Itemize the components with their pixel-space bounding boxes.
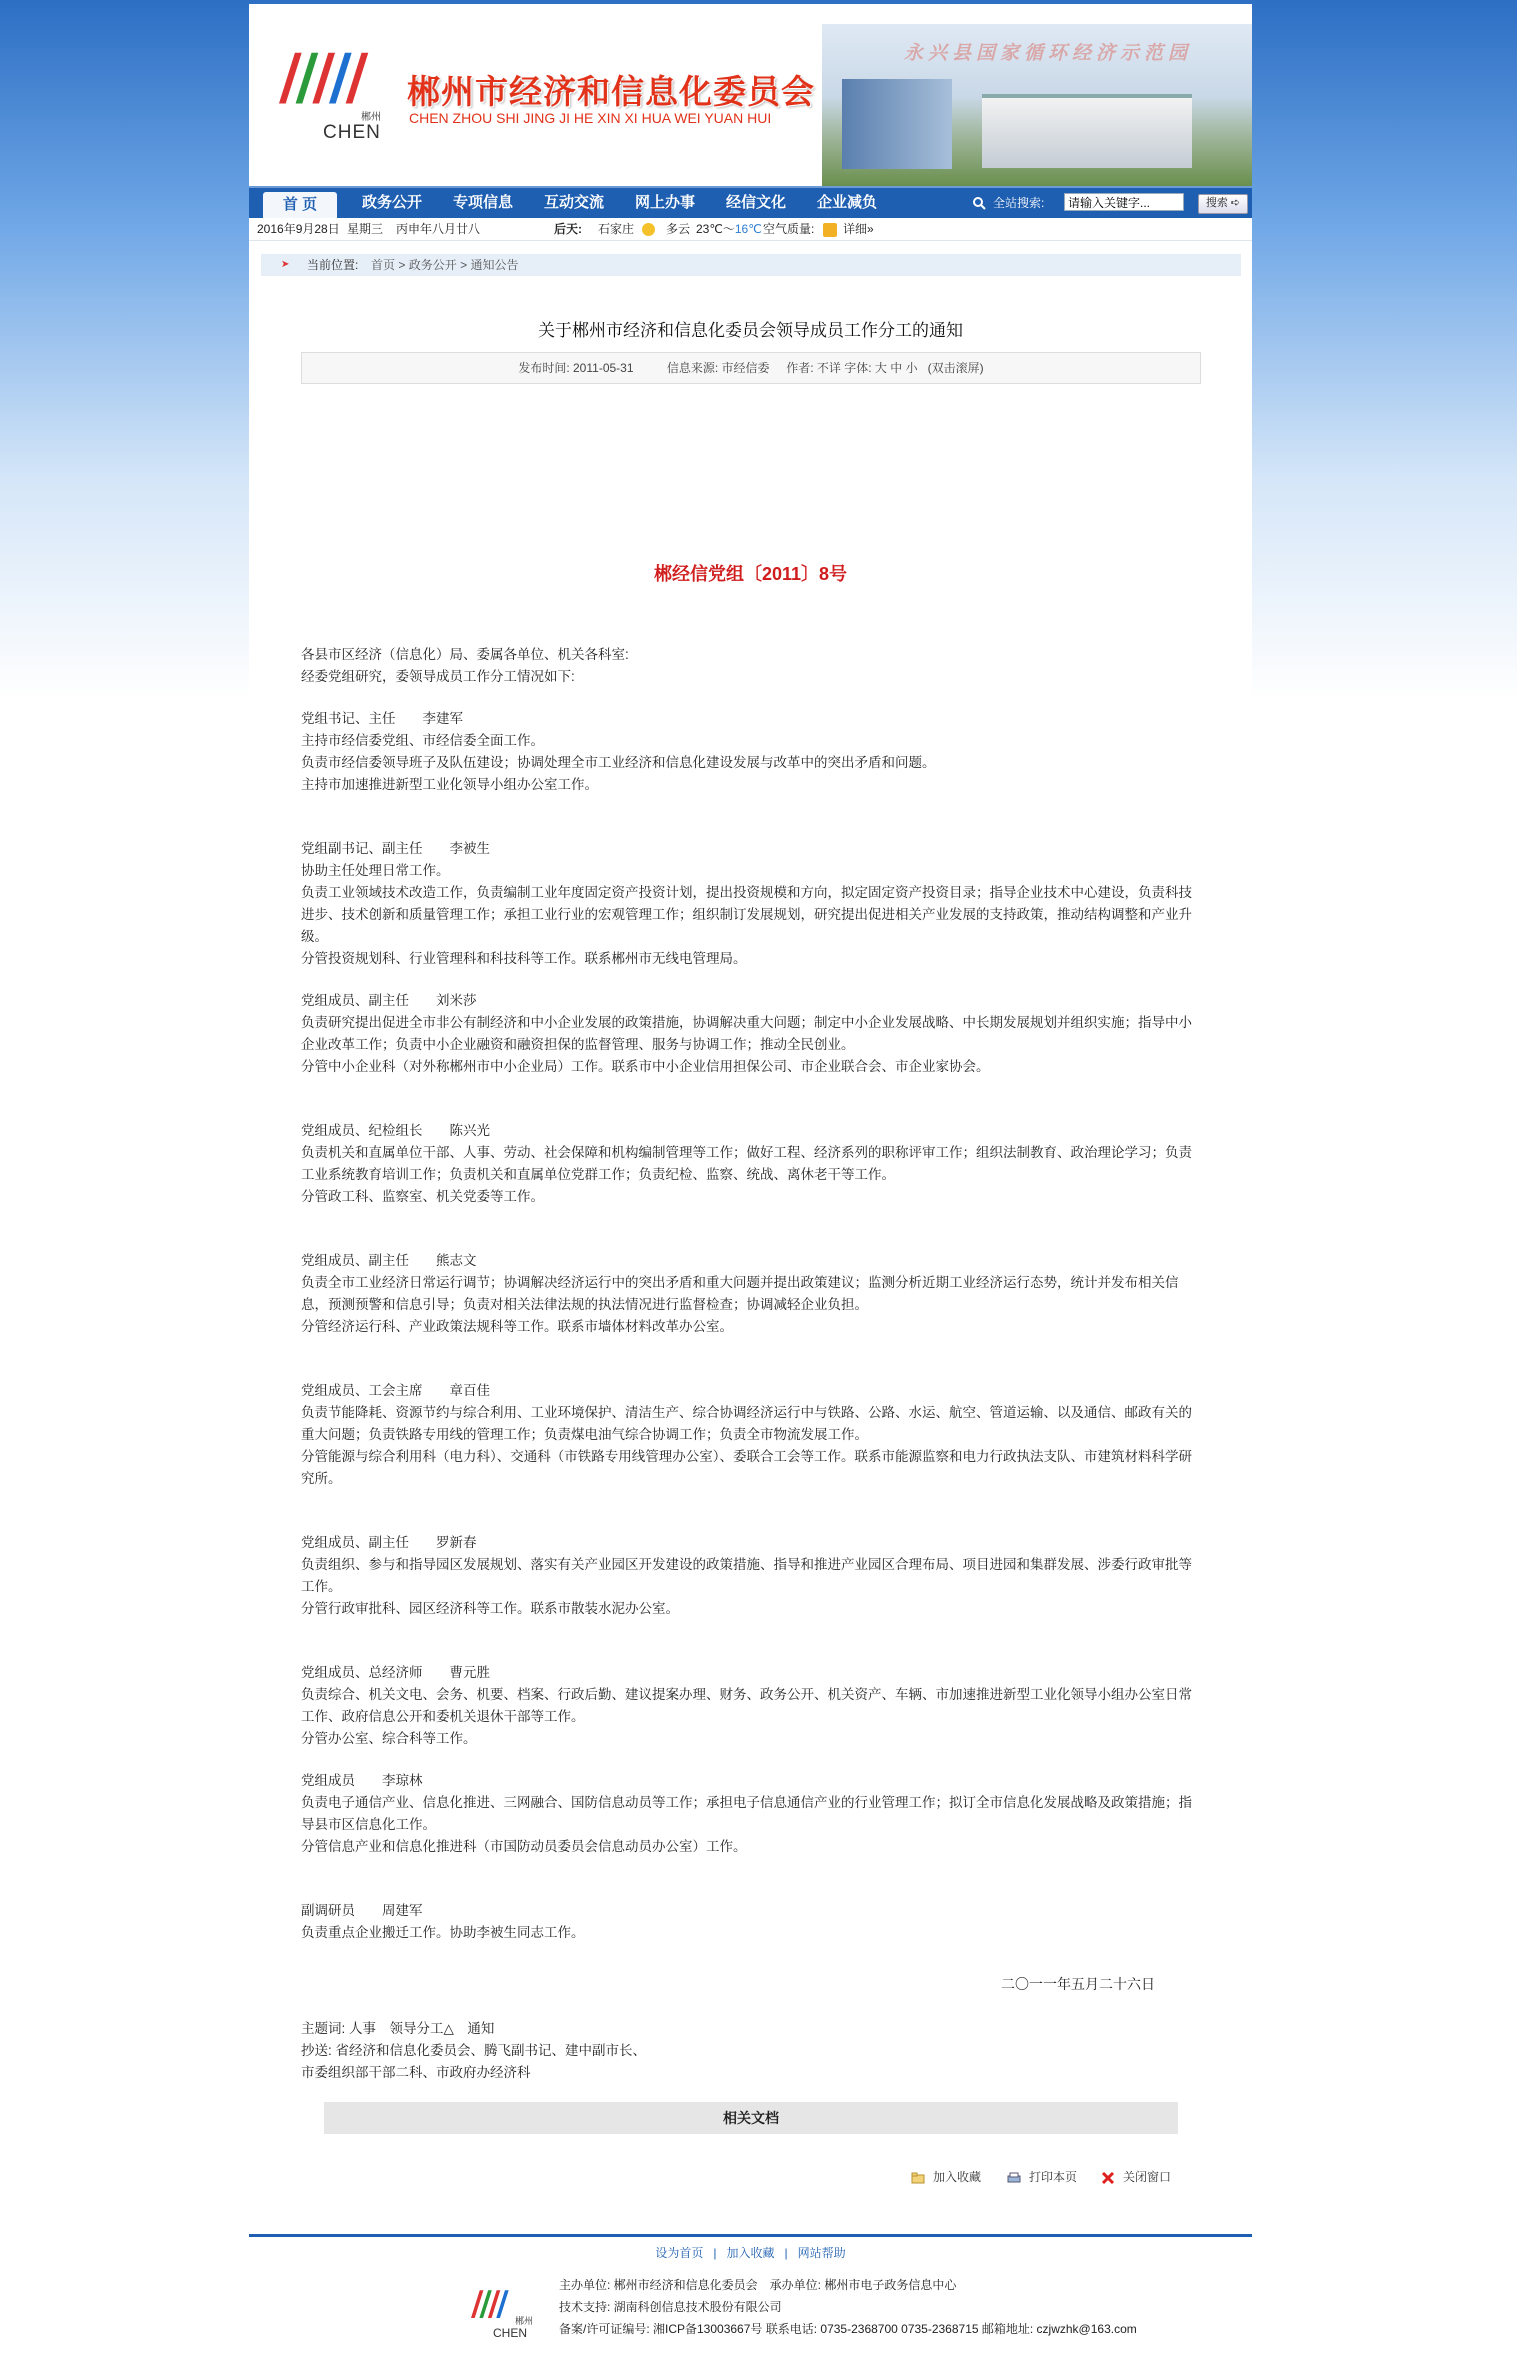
related-docs-header: 相关文档 bbox=[324, 2102, 1178, 2134]
temp-high: 23℃ bbox=[696, 222, 723, 236]
temp-low: 16℃ bbox=[734, 222, 762, 236]
add-favorite-label: 加入收藏 bbox=[933, 2170, 982, 2184]
header-banner bbox=[249, 24, 1252, 186]
section-line: 协助主任处理日常工作。 bbox=[301, 863, 450, 878]
subject-words: 主题词: 人事 领导分工△ 通知 bbox=[301, 2021, 495, 2036]
nav-item-special-info[interactable]: 专项信息 bbox=[453, 194, 514, 211]
footer-tech-support: 技术支持: 湖南科创信息技术股份有限公司 bbox=[559, 2300, 782, 2314]
section-line: 分管政工科、监察室、机关党委等工作。 bbox=[301, 1189, 544, 1204]
arrow-right-icon: ➪ bbox=[1230, 197, 1241, 209]
breadcrumb-home[interactable]: 首页 bbox=[371, 258, 396, 272]
double-click-scroll: (双击滚屏) bbox=[927, 361, 984, 375]
footer-sep: | bbox=[713, 2246, 717, 2260]
search-button-label: 搜索 bbox=[1205, 197, 1228, 209]
main-nav bbox=[249, 186, 1252, 218]
breadcrumb-arrow-icon: ➤ bbox=[281, 259, 290, 270]
footer-info bbox=[559, 2274, 1137, 2340]
search-input[interactable] bbox=[1064, 193, 1184, 211]
font-large-link[interactable]: 大 bbox=[874, 361, 887, 375]
section-line: 分管中小企业科（对外称郴州市中小企业局）工作。联系市中小企业信用担保公司、市企业联合会、市企业家协会。 bbox=[301, 1059, 990, 1074]
add-favorite-button[interactable] bbox=[911, 2168, 981, 2185]
page bbox=[249, 4, 1252, 2370]
cc-line-2: 市委组织部干部二科、市政府办经济科 bbox=[301, 2065, 531, 2080]
footer-favorite-link[interactable]: 加入收藏 bbox=[726, 2246, 775, 2260]
intro: 经委党组研究，委领导成员工作分工情况如下: bbox=[301, 669, 575, 684]
section-line: 负责机关和直属单位干部、人事、劳动、社会保障和机构编制管理等工作；做好工程、经济系列的职称评审工作；组织法制教育、政治理论学习；负责工业系统教育培训工作；负责机关和直属单位党群工作；负责纪检、监察、统战、离休老干等工作。 bbox=[301, 1145, 1192, 1182]
air-quality-icon bbox=[823, 218, 837, 240]
banner-building-glass bbox=[842, 79, 952, 169]
section-line: 负责工业领域技术改造工作，负责编制工业年度固定资产投资计划，提出投资规模和方向，拟定固定资产投资目录；指导企业技术中心建设，负责科技进步、技术创新和质量管理工作；承担工业行业的宏观管理工作；组织制订发展规划，研究提出促进相关产业发展的支持政策，推动结构调整和产业升级。 bbox=[301, 885, 1192, 944]
air-quality-label: 空气质量: bbox=[763, 222, 815, 236]
set-homepage-link[interactable]: 设为首页 bbox=[655, 2246, 704, 2260]
weather-sun-icon bbox=[642, 218, 655, 240]
section-head: 党组成员、纪检组长 陈兴光 bbox=[301, 1123, 490, 1138]
section-head: 党组成员、副主任 熊志文 bbox=[301, 1253, 477, 1268]
footer-links bbox=[249, 2244, 1252, 2262]
favorite-folder-icon bbox=[911, 2172, 925, 2184]
document-number: 郴经信党组〔2011〕8号 bbox=[653, 564, 848, 584]
weather-detail-link[interactable]: 详细» bbox=[843, 222, 874, 236]
info-bar bbox=[249, 218, 1252, 241]
search-button[interactable] bbox=[1198, 194, 1248, 214]
section-line: 分管投资规划科、行业管理科和科技科等工作。联系郴州市无线电管理局。 bbox=[301, 951, 747, 966]
org-pinyin: CHEN ZHOU SHI JING JI HE XIN XI HUA WEI YUAN HUI bbox=[409, 110, 772, 126]
nav-item-culture[interactable]: 经信文化 bbox=[726, 194, 787, 211]
breadcrumb-sep: > bbox=[460, 258, 468, 272]
author: 作者: 不详 bbox=[786, 361, 841, 375]
lunar-date: 丙申年八月廿八 bbox=[396, 222, 481, 236]
section-head: 党组成员、副主任 刘米莎 bbox=[301, 993, 477, 1008]
section-line: 负责电子通信产业、信息化推进、三网融合、国防信息动员等工作；承担电子信息通信产业的行业管理工作；拟订全市信息化发展战略及政策措施；指导县市区信息化工作。 bbox=[301, 1795, 1192, 1832]
font-medium-link[interactable]: 中 bbox=[890, 361, 903, 375]
current-weekday: 星期三 bbox=[347, 222, 384, 236]
section-line: 负责重点企业搬迁工作。协助李被生同志工作。 bbox=[301, 1925, 585, 1940]
cc-line-1: 抄送: 省经济和信息化委员会、腾飞副书记、建中副市长、 bbox=[301, 2043, 647, 2058]
weather-city: 石家庄 bbox=[598, 222, 635, 236]
document-date: 二〇一一年五月二十六日 bbox=[1001, 1976, 1155, 1992]
section-line: 主持市经信委党组、市经信委全面工作。 bbox=[301, 733, 544, 748]
site-help-link[interactable]: 网站帮助 bbox=[797, 2246, 846, 2260]
font-size-label: 字体: bbox=[844, 361, 872, 375]
publish-time: 发布时间: 2011-05-31 bbox=[518, 361, 634, 375]
section-head: 党组成员、工会主席 章百佳 bbox=[301, 1383, 490, 1398]
section-line: 分管办公室、综合科等工作。 bbox=[301, 1731, 477, 1746]
banner-building bbox=[982, 94, 1192, 168]
section-line: 负责综合、机关文电、会务、机要、档案、行政后勤、建议提案办理、财务、政务公开、机关资产、车辆、市加速推进新型工业化领导小组办公室日常工作、政府信息公开和委机关退休干部等工作。 bbox=[301, 1687, 1192, 1724]
footer-sponsor: 主办单位: 郴州市经济和信息化委员会 承办单位: 郴州市电子政务信息中心 bbox=[559, 2278, 957, 2292]
search-icon bbox=[972, 196, 986, 210]
close-icon bbox=[1101, 2172, 1115, 2184]
section-head: 党组成员 李琼林 bbox=[301, 1773, 423, 1788]
banner-slogan: 永兴县国家循环经济示范园 bbox=[903, 43, 1192, 64]
nav-item-burden-reduction[interactable]: 企业减负 bbox=[817, 194, 878, 211]
logo-mark-icon: ///// bbox=[279, 40, 363, 113]
footer-logo bbox=[471, 2286, 541, 2346]
section-line: 负责组织、参与和指导园区发展规划、落实有关产业园区开发建设的政策措施、指导和推进产业园区合理布局、项目进园和集群发展、涉委行政审批等工作。 bbox=[301, 1557, 1192, 1594]
section-head: 党组成员、总经济师 曹元胜 bbox=[301, 1665, 490, 1680]
section-line: 负责全市工业经济日常运行调节；协调解决经济运行中的突出矛盾和重大问题并提出政策建议；监测分析近期工业经济运行态势，统计并发布相关信息，预测预警和信息引导；负责对相关法律法规的执法情况进行监督检查；协调减轻企业负担。 bbox=[301, 1275, 1179, 1312]
section-line: 负责市经信委领导班子及队伍建设；协调处理全市工业经济和信息化建设发展与改革中的突出矛盾和问题。 bbox=[301, 755, 936, 770]
logo-word: CHEN bbox=[323, 122, 381, 143]
footer-logo-small: 郴州 bbox=[515, 2316, 534, 2326]
article-body bbox=[301, 644, 1203, 1944]
temp-sep: ～ bbox=[722, 222, 735, 236]
section-head: 党组书记、主任 李建军 bbox=[301, 711, 463, 726]
printer-icon bbox=[1007, 2172, 1021, 2184]
weather-label: 后天: bbox=[554, 222, 582, 236]
weather-text: 多云 bbox=[666, 222, 691, 236]
section-line: 主持市加速推进新型工业化领导小组办公室工作。 bbox=[301, 777, 598, 792]
section-line: 分管行政审批科、园区经济科等工作。联系市散装水泥办公室。 bbox=[301, 1601, 679, 1616]
info-source: 信息来源: 市经信委 bbox=[666, 361, 770, 375]
print-button[interactable] bbox=[1007, 2168, 1077, 2185]
nav-item-online-service[interactable]: 网上办事 bbox=[635, 194, 696, 211]
section-line: 负责节能降耗、资源节约与综合利用、工业环境保护、清洁生产、综合协调经济运行中与铁路、公路、水运、航空、管道运输、以及通信、邮政有关的重大问题；负责铁路专用线的管理工作；负责煤电油气综合协调工作；负责全市物流发展工作。 bbox=[301, 1405, 1192, 1442]
nav-item-home[interactable]: 首 页 bbox=[263, 192, 337, 218]
footer-sep: | bbox=[784, 2246, 788, 2260]
org-name: 郴州市经济和信息化委员会 bbox=[407, 73, 815, 110]
close-window-label: 关闭窗口 bbox=[1123, 2170, 1172, 2184]
weather-temp bbox=[696, 218, 762, 240]
breadcrumb-gov-affairs[interactable]: 政务公开 bbox=[408, 258, 457, 272]
section-head: 党组副书记、副主任 李被生 bbox=[301, 841, 490, 856]
footer-divider bbox=[249, 2234, 1252, 2237]
search-label: 全站搜索: bbox=[993, 196, 1045, 210]
close-window-button[interactable] bbox=[1101, 2168, 1171, 2185]
nav-item-interaction[interactable]: 互动交流 bbox=[544, 194, 605, 211]
current-date: 2016年9月28日 bbox=[257, 222, 340, 236]
nav-item-gov-affairs[interactable]: 政务公开 bbox=[362, 194, 423, 211]
subject-block bbox=[301, 2018, 646, 2084]
footer-icp: 备案/许可证编号: 湘ICP备13003667号 联系电话: 0735-2368700 0735-2368715 邮箱地址: czjwzhk@163.com bbox=[559, 2322, 1137, 2336]
breadcrumb-notices[interactable]: 通知公告 bbox=[470, 258, 519, 272]
footer-logo-mark-icon: //// bbox=[471, 2284, 505, 2324]
section-head: 副调研员 周建军 bbox=[301, 1903, 423, 1918]
footer-logo-word: CHEN bbox=[493, 2326, 528, 2340]
article-title: 关于郴州市经济和信息化委员会领导成员工作分工的通知 bbox=[538, 321, 963, 340]
article-meta bbox=[301, 352, 1201, 384]
section-line: 分管信息产业和信息化推进科（市国防动员委员会信息动员办公室）工作。 bbox=[301, 1839, 747, 1854]
breadcrumb-links bbox=[371, 254, 518, 276]
salutation: 各县市区经济（信息化）局、委属各单位、机关各科室: bbox=[301, 647, 629, 662]
print-label: 打印本页 bbox=[1029, 2170, 1078, 2184]
section-line: 分管经济运行科、产业政策法规科等工作。联系市墙体材料改革办公室。 bbox=[301, 1319, 733, 1334]
breadcrumb-label: 当前位置: bbox=[307, 258, 359, 272]
font-small-link[interactable]: 小 bbox=[905, 361, 918, 375]
section-line: 负责研究提出促进全市非公有制经济和中小企业发展的政策措施，协调解决重大问题；制定中小企业发展战略、中长期发展规划并组织实施；指导中小企业改革工作；负责中小企业融资和融资担保的监督管理、服务与协调工作；推动全民创业。 bbox=[301, 1015, 1192, 1052]
logo-small-text: 郴州 bbox=[361, 112, 381, 123]
section-line: 分管能源与综合利用科（电力科）、交通科（市铁路专用线管理办公室）、委联合工会等工作。联系市能源监察和电力行政执法支队、市建筑材料科学研究所。 bbox=[301, 1449, 1192, 1486]
section-head: 党组成员、副主任 罗新春 bbox=[301, 1535, 477, 1550]
breadcrumb-sep: > bbox=[398, 258, 406, 272]
site-logo[interactable] bbox=[279, 40, 389, 146]
breadcrumb bbox=[261, 254, 1241, 276]
